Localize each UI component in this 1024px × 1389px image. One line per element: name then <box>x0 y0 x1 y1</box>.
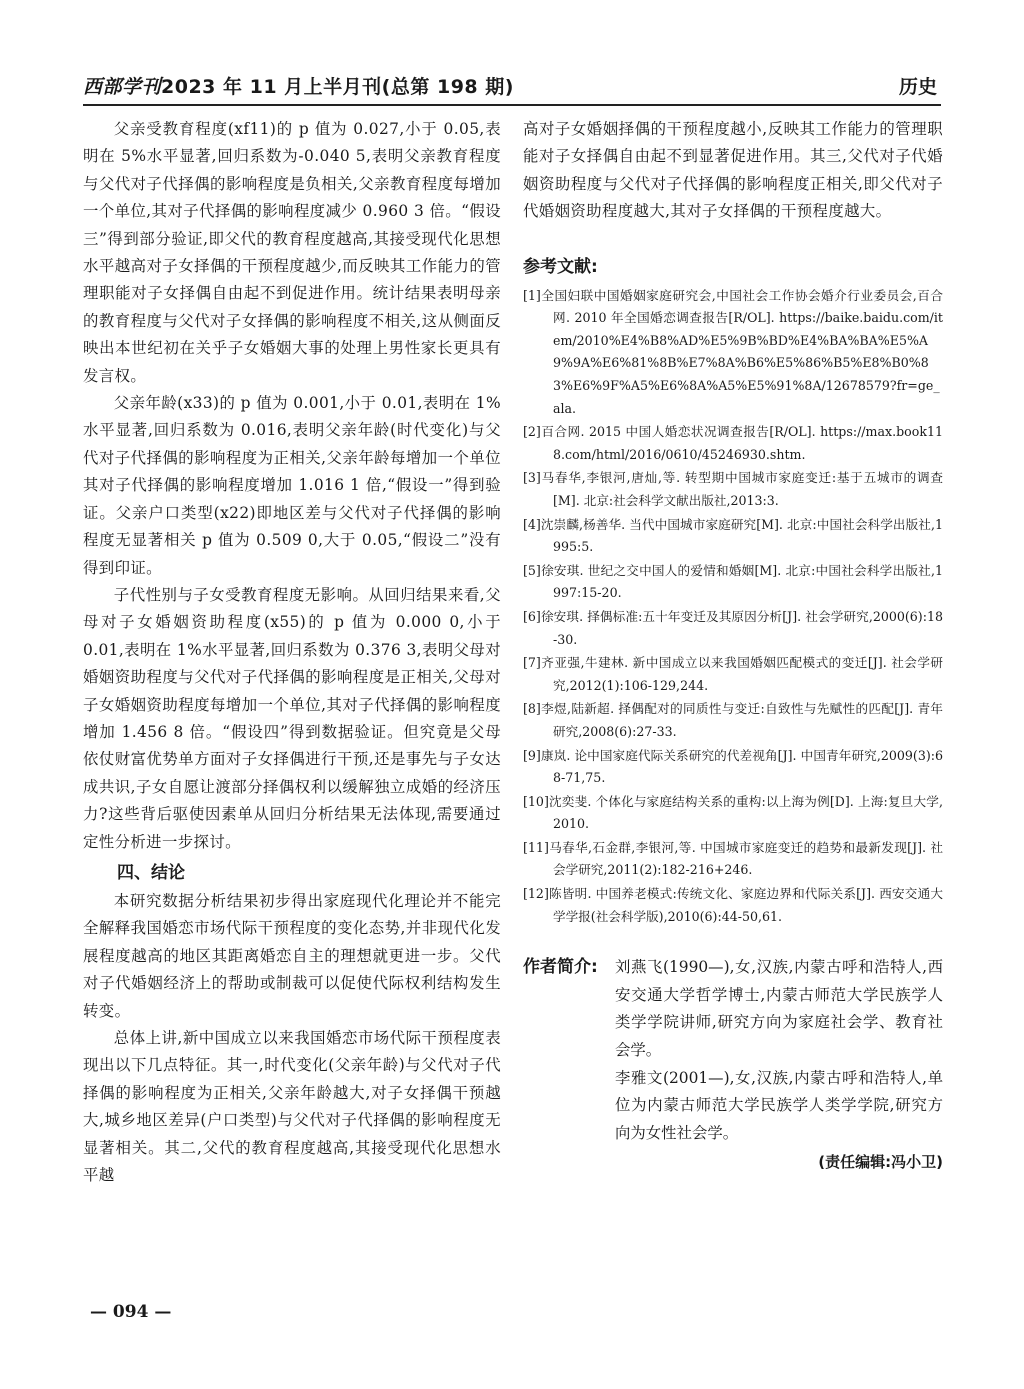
journal-logo: 西部学刊 <box>83 76 162 98</box>
reference-item: [4]沈崇麟,杨善华. 当代中国城市家庭研究[M]. 北京:中国社会科学出版社,1995:5. <box>523 516 943 555</box>
author-bio <box>523 954 943 1147</box>
journal-title <box>83 72 514 99</box>
section-heading-conclusion: 四、结论 <box>117 862 185 883</box>
section-name: 历史 <box>898 76 937 98</box>
reference-item: [3]马春华,李银河,唐灿,等. 转型期中国城市家庭变迁:基于五城市的调查[M]. 北京:社会科学文献出版社,2013:3. <box>523 470 943 508</box>
reference-list <box>523 285 943 929</box>
reference-item: [5]徐安琪. 世纪之交中国人的爱情和婚姻[M]. 北京:中国社会科学出版社,1997:15-20. <box>523 562 943 601</box>
reference-item: [2]百合网. 2015 中国人婚恋状况调查报告[R/OL]. https://max.book118.com/html/2016/0610/45246930.shtm. <box>523 424 943 462</box>
right-column <box>523 116 943 1172</box>
page-header <box>83 70 941 106</box>
author-bio-text: 李雅文(2001—),女,汉族,内蒙古呼和浩特人,单位为内蒙古师范大学民族学人类学学院,研究方向为女性社会学。 <box>615 1068 943 1142</box>
page-number: — 094 — <box>90 1302 172 1322</box>
issue-info: 2023 年 11 月上半月刊(总第 198 期) <box>161 76 514 98</box>
conclusion-paragraph: 总体上讲,新中国成立以来我国婚恋市场代际干预程度表现出以下几点特征。其一,时代变化(父亲年龄)与父代对子代择偶的影响程度为正相关,父亲年龄越大,对子女择偶干预越大,城乡地区差异(户口类型)与父代对子代择偶的影响程度无显著相关。其二,父代的教育程度越高,其接受现代化思想水平越 <box>83 1029 501 1185</box>
body-paragraph: 父亲年龄(x33)的 p 值为 0.001,小于 0.01,表明在 1%水平显著,回归系数为 0.016,表明父亲年龄(时代变化)与父代对子代择偶的影响程度为正相关,父亲年龄每增加一个单位其对子代择偶的影响程度增加 1.016 1 倍,“假设一”得到验证。父亲户口类型(x22)即地区差与父代对子代择偶的影响程度无显著相关 p 值为 0.509 0,大于 0.05,“假设二”没有得到印证。 <box>83 394 501 577</box>
author-bio-text: 刘燕飞(1990—),女,汉族,内蒙古呼和浩特人,西安交通大学哲学博士,内蒙古师范大学民族学人类学学院讲师,研究方向为家庭社会学、教育社会学。 <box>615 958 943 1060</box>
author-bio-label: 作者简介: <box>523 957 598 978</box>
reference-item: [11]马春华,石金群,李银河,等. 中国城市家庭变迁的趋势和最新发现[J]. 社会学研究,2011(2):182-216+246. <box>523 839 943 878</box>
reference-item: [8]李煜,陆新超. 择偶配对的同质性与变迁:自致性与先赋性的匹配[J]. 青年研究,2008(6):27-33. <box>523 701 943 739</box>
body-paragraph: 父亲受教育程度(xf11)的 p 值为 0.027,小于 0.05,表明在 5%水平显著,回归系数为-0.040 5,表明父亲教育程度与父代对子代择偶的影响程度是负相关,父亲教育程度每增加一个单位,其对子代择偶的影响程度减少 0.960 3 倍。“假设三”得到部分验证,即父代的教育程度越高,其接受现代化思想水平越高对子女择偶的干预程度越少,而反映其工作能力的管理职能对子女择偶自由起不到促进作用。统计结果表明母亲的教育程度与父代对子女择偶的影响程度不相关,这从侧面反映出本世纪初在关乎子女婚姻大事的处理上男性家长更具有发言权。 <box>83 120 501 385</box>
continuation-paragraph: 高对子女婚姻择偶的干预程度越小,反映其工作能力的管理职能对子女择偶自由起不到显著促进作用。其三,父代对子代婚姻资助程度与父代对子代择偶的影响程度正相关,即父代对子代婚姻资助程度越大,其对子女择偶的干预程度越大。 <box>523 120 943 221</box>
references-heading: 参考文献: <box>523 256 598 277</box>
responsible-editor: (责任编辑:冯小卫) <box>818 1153 943 1172</box>
body-paragraph: 子代性别与子女受教育程度无影响。从回归结果来看,父母对子女婚姻资助程度(x55)的 p 值为 0.000 0,小于 0.01,表明在 1%水平显著,回归系数为 0.376 3,表明父母对婚姻资助程度与父代对子代择偶的影响程度是正相关,父母对子女婚姻资助程度每增加一个单位,其对子代择偶的影响程度增加 1.456 8 倍。“假设四”得到数据验证。但究竟是父母依仗财富优势单方面对子女择偶进行干预,还是事先与子女达成共识,子女自愿让渡部分择偶权利以缓解独立成婚的经济压力?这些背后驱使因素单从回归分析结果无法体现,需要通过定性分析进一步探讨。 <box>83 585 501 851</box>
reference-item: [10]沈奕斐. 个体化与家庭结构关系的重构:以上海为例[D]. 上海:复旦大学,2010. <box>523 793 943 832</box>
left-column <box>83 116 501 1189</box>
reference-item: [7]齐亚强,牛建林. 新中国成立以来我国婚姻匹配模式的变迁[J]. 社会学研究,2012(1):106-129,244. <box>523 655 943 693</box>
conclusion-paragraph: 本研究数据分析结果初步得出家庭现代化理论并不能完全解释我国婚恋市场代际干预程度的变化态势,并非现代化发展程度越高的地区其距离婚恋自主的理想就更进一步。父代对子代婚姻经济上的帮助或制裁可以促使代际权利结构发生转变。 <box>83 891 501 1020</box>
reference-item: [9]康岚. 论中国家庭代际关系研究的代差视角[J]. 中国青年研究,2009(3):68-71,75. <box>523 747 943 786</box>
reference-item: [1]全国妇联中国婚姻家庭研究会,中国社会工作协会婚介行业委员会,百合网. 2010 年全国婚恋调查报告[R/OL]. https://baike.baidu.com/item/2010%E4%B8%AD%E5%9B%BD%E4%BA%BA%E5%A9%9A%E6%81%8B%E7%8A%B6%E5%86%B5%E8%B0%83%E6%9F%A5%E6%8A%A5%E5%91%8A/12678579?fr=ge_ala. <box>523 287 943 416</box>
reference-item: [12]陈皆明. 中国养老模式:传统文化、家庭边界和代际关系[J]. 西安交通大学学报(社会科学版),2010(6):44-50,61. <box>523 886 943 924</box>
reference-item: [6]徐安琪. 择偶标准:五十年变迁及其原因分析[J]. 社会学研究,2000(6):18-30. <box>523 608 943 647</box>
